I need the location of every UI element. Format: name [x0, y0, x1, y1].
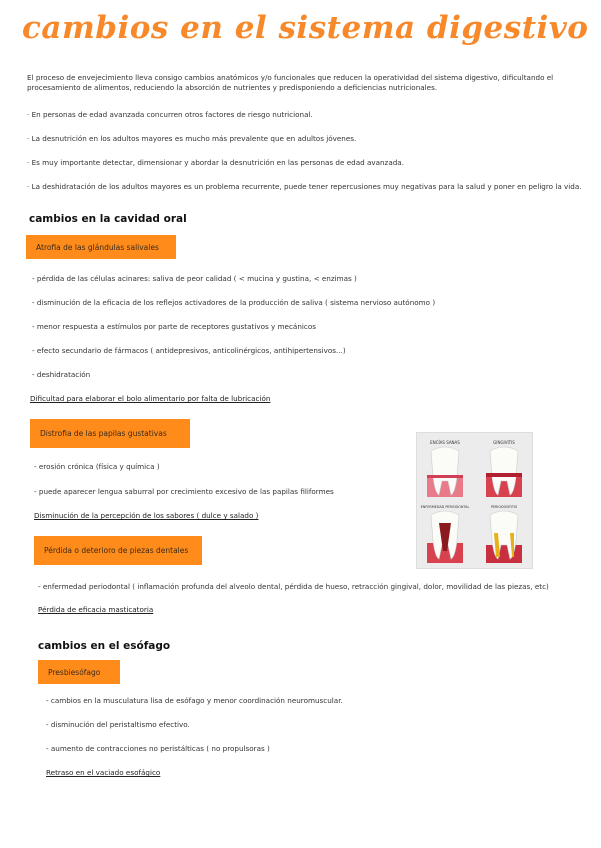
teeth-label-healthy: ENCÍAS SANAS	[430, 440, 460, 445]
list-item: - aumento de contracciones no peristálticas ( no propulsoras )	[46, 744, 270, 753]
tooth-periodontal	[427, 511, 463, 563]
list-item: - efecto secundario de fármacos ( antidepresivos, anticolinérgicos, antihipertensivos...)	[32, 346, 346, 355]
teeth-label-periodontal: ENFERMEDAD PERIODONTAL	[420, 505, 470, 509]
label-box-piezas	[34, 536, 202, 565]
label-box-salivales	[26, 235, 176, 259]
list-item: - puede aparecer lengua saburral por crecimiento excesivo de las papilas filiformes	[34, 487, 334, 496]
consequence-salivales: Dificultad para elaborar el bolo alimentario por falta de lubricación	[30, 394, 271, 403]
list-item: - disminución del peristaltismo efectivo.	[46, 720, 190, 729]
bullet-dehydration: · La deshidratación de los adultos mayores es un problema recurrente, puede tener repercusiones muy negativas para la salud y poner en peligro la vida.	[27, 182, 582, 191]
list-item: - enfermedad periodontal ( inflamación profunda del alveolo dental, pérdida de hueso, retracción gingival, dolor, movilidad de las piezas, etc)	[38, 582, 549, 591]
label-papilas: Distrofia de las papilas gustativas	[40, 429, 167, 438]
consequence-papilas: Disminución de la percepción de los sabores ( dulce y salado )	[34, 511, 259, 520]
bullet-detect: · Es muy importante detectar, dimensionar y abordar la desnutrición en las personas de edad avanzada.	[27, 158, 404, 167]
label-piezas: Pérdida o deterioro de piezas dentales	[44, 546, 189, 555]
bullet-risk: · En personas de edad avanzada concurren otros factores de riesgo nutricional.	[27, 110, 313, 119]
label-box-presbiesofago	[38, 660, 120, 684]
list-item: - cambios en la musculatura lisa de esófago y menor coordinación neuromuscular.	[46, 696, 343, 705]
consequence-piezas: Pérdida de eficacia masticatoria	[38, 605, 154, 614]
consequence-presbiesofago: Retraso en el vaciado esofágico	[46, 768, 161, 777]
tooth-healthy	[427, 447, 463, 497]
teeth-label-periodontitis: PERIODONTITIS	[490, 505, 518, 509]
teeth-label-gingivitis: GINGIVITIS	[493, 440, 515, 445]
list-item: - disminución de la eficacia de los reflejos activadores de la producción de saliva ( sistema nervioso autónomo )	[32, 298, 436, 307]
teeth-diagram	[417, 433, 532, 568]
list-item: - pérdida de las células acinares: saliva de peor calidad ( < mucina y gustina, < enzimas )	[32, 274, 357, 283]
intro-paragraph: El proceso de envejecimiento lleva consigo cambios anatómicos y/o funcionales que reducen la operatividad del sistema digestivo, dificultando el procesamiento de alimentos, reduciendo la absorción de nutrientes y predisponiendo a deficiencias nutricionales.	[27, 73, 554, 92]
periodontal-teeth-illustration	[416, 432, 533, 569]
list-item: - menor respuesta a estímulos por parte de receptores gustativos y mecánicos	[32, 322, 316, 331]
tooth-periodontitis	[486, 511, 522, 563]
label-presbiesofago: Presbiesófago	[48, 667, 101, 677]
bullet-prevalence: · La desnutrición en los adultos mayores es mucho más prevalente que en adultos jóvenes.	[27, 134, 357, 143]
page-title: cambios en el sistema digestivo	[22, 10, 589, 46]
label-box-papilas	[30, 419, 190, 448]
list-item: - erosión crónica (física y química )	[34, 462, 160, 471]
list-item: - deshidratación	[32, 370, 91, 379]
tooth-gingivitis	[486, 447, 522, 497]
section-heading-oral: cambios en la cavidad oral	[29, 213, 187, 225]
label-salivales: Atrofia de las glándulas salivales	[36, 242, 159, 252]
section-heading-esofago: cambios en el esófago	[38, 640, 171, 652]
